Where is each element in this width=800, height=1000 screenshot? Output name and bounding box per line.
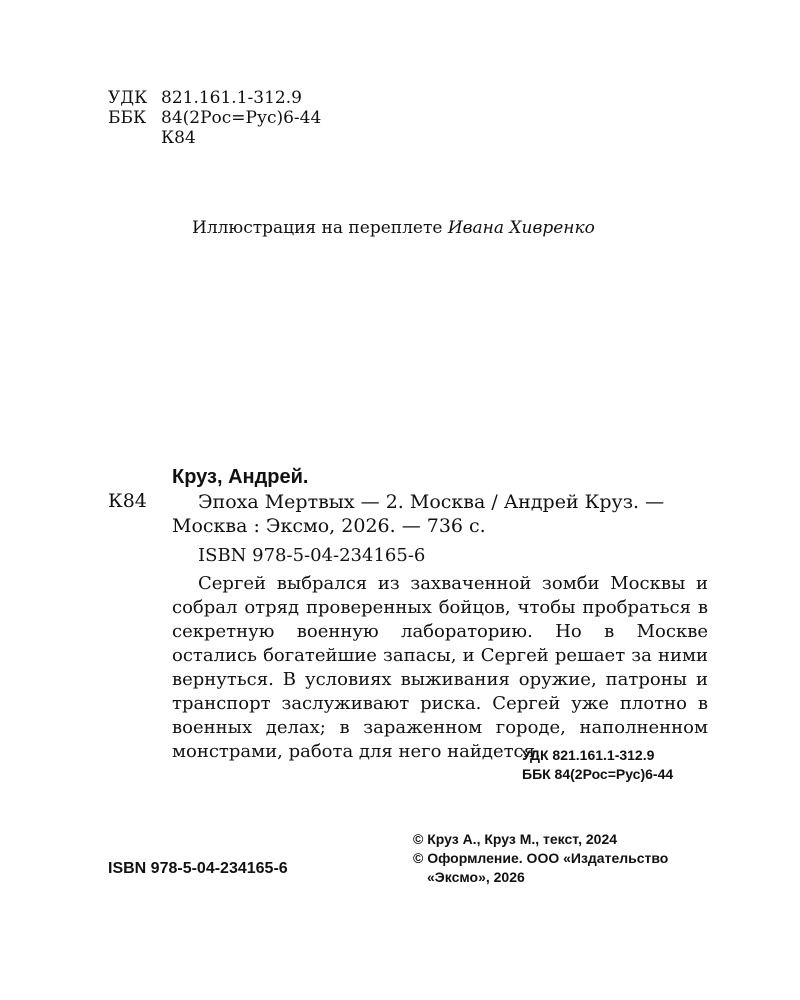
illustration-credit [192,218,595,238]
copyright-block [413,830,668,887]
bbk-value: 84(2Рос=Рус)6-44 [161,108,322,128]
udk-value: 821.161.1-312.9 [161,88,302,108]
author-heading: Круз, Андрей. [172,466,309,488]
copyright-publisher: «Эксмо», 2026 [427,869,525,885]
author-sigla: К84 [108,490,147,512]
bottom-udk: УДК 821.161.1-312.9 [522,747,655,763]
bbk-row [108,108,321,128]
illustrator-name: Ивана Хивренко [447,218,595,238]
copyright-text: © Круз А., Круз М., текст, 2024 [413,831,618,847]
classification-codes [108,88,321,148]
udk-label: УДК [108,88,148,108]
copyright-design: © Оформление. ООО «Издательство [413,850,669,866]
bottom-bbk: ББК 84(2Рос=Рус)6-44 [522,766,674,782]
bottom-isbn: ISBN 978-5-04-234165-6 [108,860,288,877]
illustration-prefix: Иллюстрация на переплете [192,218,443,238]
isbn: ISBN 978-5-04-234165-6 [198,545,426,566]
bottom-classification [522,746,673,784]
author-mark: К84 [161,128,196,148]
author-mark-row [108,128,321,148]
udk-row [108,88,321,108]
annotation: Сергей выбрался из захваченной зомби Москвы и собрал отряд проверенных бойцов, чтобы пробраться в секретную военную лабораторию. Но в Москве остались богатейшие запасы, и Сергей решает за ними вернуться. В условиях выживания оружие, патроны и транспорт заслуживают риска. Сергей уже плотно в военных делах; в зараженном городе, наполненном монстрами, работа для него найдется. [172,573,708,762]
bibliographic-entry: Эпоха Мертвых — 2. Москва / Андрей Круз. — Москва : Эксмо, 2026. — 736 с. [172,491,665,537]
bbk-label: ББК [108,108,147,128]
